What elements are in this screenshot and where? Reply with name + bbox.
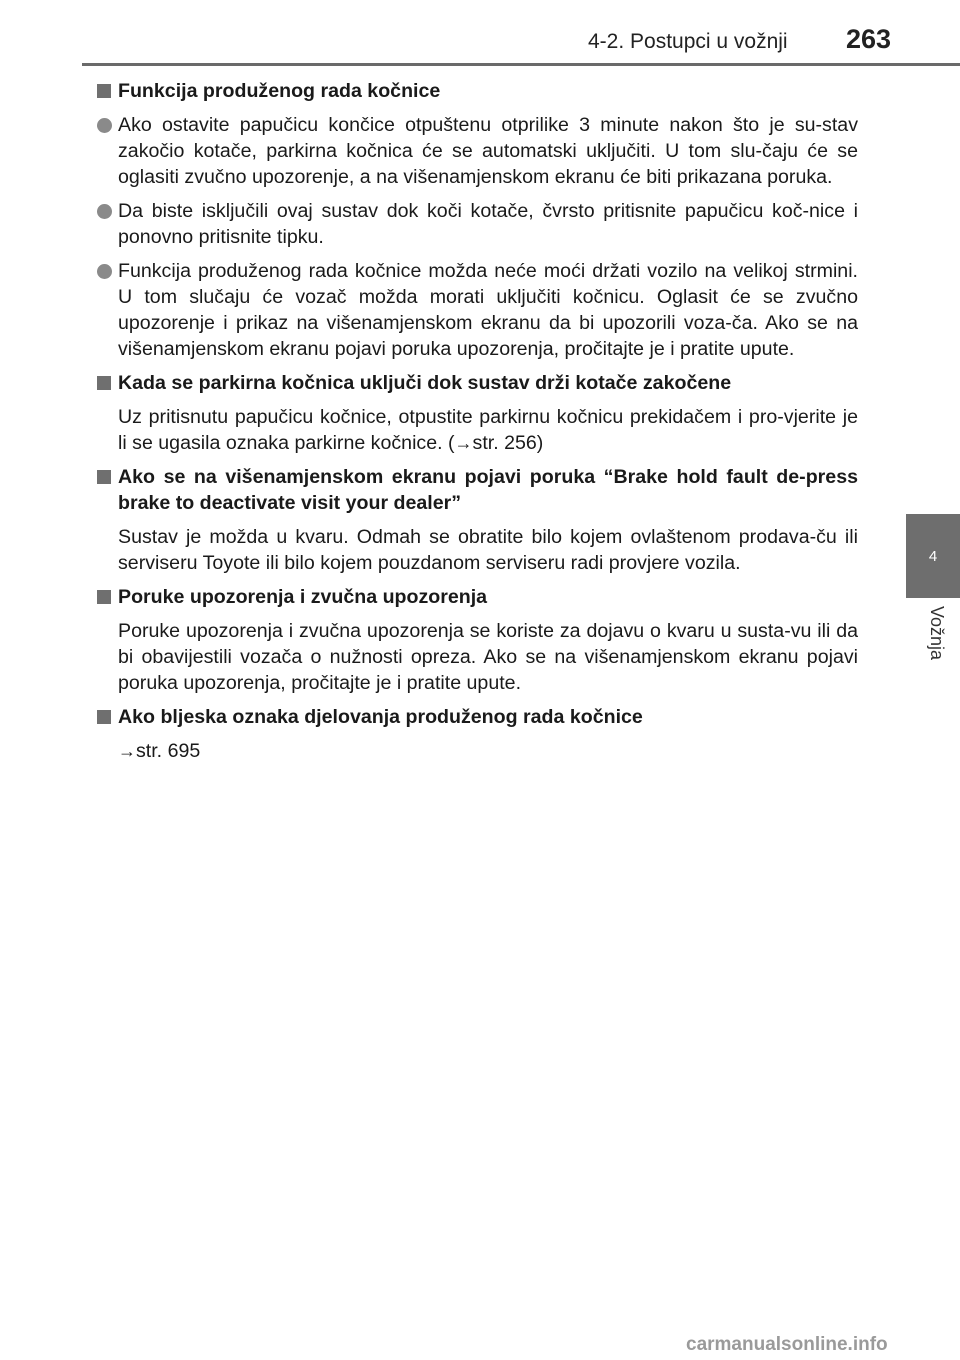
section-paragraph [96,738,858,764]
section-title: Ako se na višenamjenskom ekranu pojavi poruka “Brake hold fault de-press brake to deactivate visit your dealer” [118,466,858,514]
list-item-text: Funkcija produženog rada kočnice možda neće moći držati vozilo na velikoj strmini. U tom slučaju će vozač možda morati uključiti kočnicu. Oglasit će se zvučno upozorenje i prikaz na višenamjenskom ekranu da bi upozorili voza-ča. Ako se na višenamjenskom ekranu pojavi poruka upozorenja, pročitajte je i pratite upute. [118,260,858,360]
list-item-text: Ako ostavite papučicu končice otpuštenu otprilike 3 minute nakon što je su-stav zakočio kotače, parkirna kočnica će se automatski uključiti. U tom slu-čaju će se oglasiti zvučno upozorenje, a na višenamjenskom ekranu će biti prikazana poruka. [118,114,858,188]
section-heading [96,704,858,730]
arrow-right-icon: → [454,433,473,453]
square-bullet-icon [97,84,111,98]
watermark: carmanualsonline.info [686,1334,888,1355]
section-paragraph [96,404,858,456]
section-title: Funkcija produženog rada kočnice [118,80,441,102]
section-paragraph: Poruke upozorenja i zvučna upozorenja se koriste za dojavu o kvaru u susta-vu ili da bi obavijestili vozača o nužnosti opreza. Ako se na višenamjenskom ekranu pojavi poruka upozorenja, pročitajte je i pratite upute. [118,620,858,694]
page-reference-link[interactable]: str. 695 [136,740,201,762]
list-item [96,198,858,250]
header-section-title: 4-2. Postupci u vožnji [588,30,788,53]
round-bullet-icon [97,204,112,219]
list-item-text: Da biste isključili ovaj sustav dok koči kotače, čvrsto pritisnite papučicu koč-nice i ponovno pritisnite tipku. [118,200,858,248]
section-heading [96,584,858,610]
square-bullet-icon [97,590,111,604]
section-heading [96,464,858,516]
square-bullet-icon [97,376,111,390]
section-title: Kada se parkirna kočnica uključi dok sustav drži kotače zakočene [118,372,732,394]
section-heading [96,78,858,104]
page-reference-link[interactable]: str. 256 [472,432,537,454]
list-item [96,112,858,190]
section-heading [96,370,858,396]
list-item [96,258,858,362]
square-bullet-icon [97,470,111,484]
section-paragraph: Sustav je možda u kvaru. Odmah se obratite bilo kojem ovlaštenom prodava-ču ili serviseru Toyote ili bilo kojem pouzdanom serviseru radi provjere vozila. [118,526,858,574]
page-number: 263 [846,24,892,54]
section-title: Poruke upozorenja i zvučna upozorenja [118,586,488,608]
page-content [96,78,858,772]
chapter-tab[interactable] [906,514,960,598]
round-bullet-icon [97,118,112,133]
square-bullet-icon [97,710,111,724]
round-bullet-icon [97,264,112,279]
chapter-number: 4 [928,547,938,565]
paragraph-text: Uz pritisnutu papučicu kočnice, otpustite parkirnu kočnicu prekidačem i pro-vjerite je li se ugasila oznaka parkirne kočnice. ( [118,406,858,454]
arrow-right-icon: → [118,741,136,761]
chapter-title: Vožnja [927,606,947,661]
paragraph-text: ) [536,432,544,454]
header-divider [82,63,960,66]
section-title: Ako bljeska oznaka djelovanja produženog rada kočnice [118,706,643,728]
